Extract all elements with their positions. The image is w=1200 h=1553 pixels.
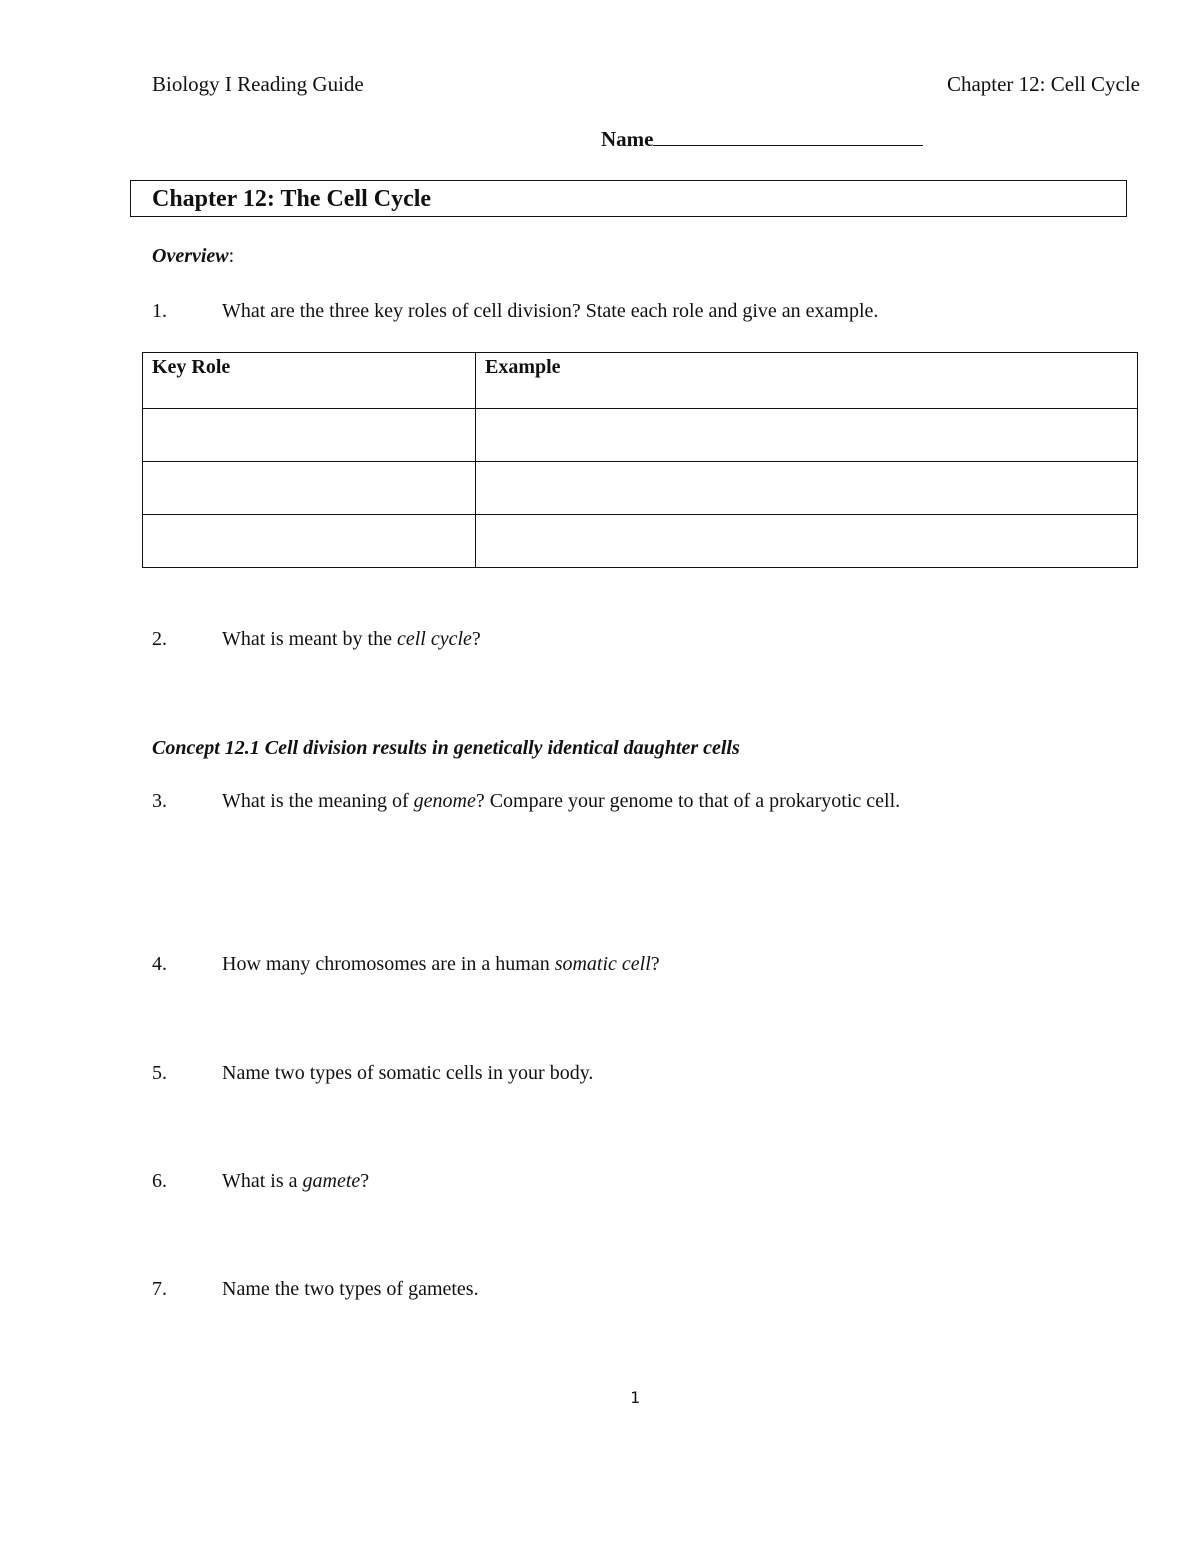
table-row — [143, 462, 1138, 515]
question-text — [222, 628, 481, 651]
table-cell-example[interactable] — [476, 462, 1138, 515]
question-text-part: How many chromosomes are in a human — [222, 953, 555, 975]
question-text-part: ? Compare your genome to that of a prokaryotic cell. — [475, 790, 901, 812]
question-text-part: What are the three key roles of cell division? State each role and give an example. — [222, 300, 879, 322]
name-label: Name — [601, 127, 654, 151]
question-text-part: ? — [471, 628, 481, 650]
question-term: somatic cell — [554, 953, 651, 975]
question-text-part: ? — [650, 953, 660, 975]
table-cell-key-role[interactable] — [143, 515, 476, 568]
question-text — [222, 790, 900, 813]
overview-colon: : — [228, 245, 235, 267]
key-roles-table — [142, 352, 1138, 568]
chapter-title-box — [130, 180, 1127, 217]
question-text — [222, 953, 660, 976]
question-number: 5. — [152, 1062, 167, 1084]
question-number: 3. — [152, 790, 167, 812]
page-number: 1 — [630, 1388, 640, 1407]
question-text-part: What is meant by the — [222, 628, 397, 650]
overview-label: Overview — [152, 245, 229, 267]
table-header-example: Example — [476, 353, 1138, 409]
question-text-part: What is the meaning of — [222, 790, 414, 812]
question-number: 2. — [152, 628, 167, 650]
question-term: gamete — [302, 1170, 361, 1192]
question-number: 6. — [152, 1170, 167, 1192]
question-text-part: What is a — [222, 1170, 303, 1192]
table-header-key-role: Key Role — [143, 353, 476, 409]
name-blank-line[interactable] — [653, 127, 923, 146]
table-header-row — [143, 353, 1138, 409]
question-text — [222, 1062, 593, 1085]
question-term: cell cycle — [396, 628, 472, 650]
question-text-part: Name the two types of gametes. — [222, 1278, 479, 1300]
header-right: Chapter 12: Cell Cycle — [946, 72, 1140, 96]
question-number: 1. — [152, 300, 167, 322]
table-cell-example[interactable] — [476, 409, 1138, 462]
concept-heading: Concept 12.1 Cell division results in genetically identical daughter cells — [152, 737, 740, 759]
table-cell-example[interactable] — [476, 515, 1138, 568]
question-text — [222, 300, 878, 323]
question-text — [222, 1170, 369, 1193]
overview-heading — [152, 245, 234, 268]
question-text-part: ? — [360, 1170, 370, 1192]
table-cell-key-role[interactable] — [143, 462, 476, 515]
name-field[interactable] — [601, 127, 923, 152]
chapter-title: Chapter 12: The Cell Cycle — [152, 186, 432, 212]
table-row — [143, 409, 1138, 462]
table-cell-key-role[interactable] — [143, 409, 476, 462]
table-row — [143, 515, 1138, 568]
question-number: 7. — [152, 1278, 167, 1300]
question-number: 4. — [152, 953, 167, 975]
header-left: Biology I Reading Guide — [152, 72, 364, 96]
question-text — [222, 1278, 479, 1301]
question-term: genome — [413, 790, 476, 812]
question-text-part: Name two types of somatic cells in your body. — [222, 1062, 594, 1084]
